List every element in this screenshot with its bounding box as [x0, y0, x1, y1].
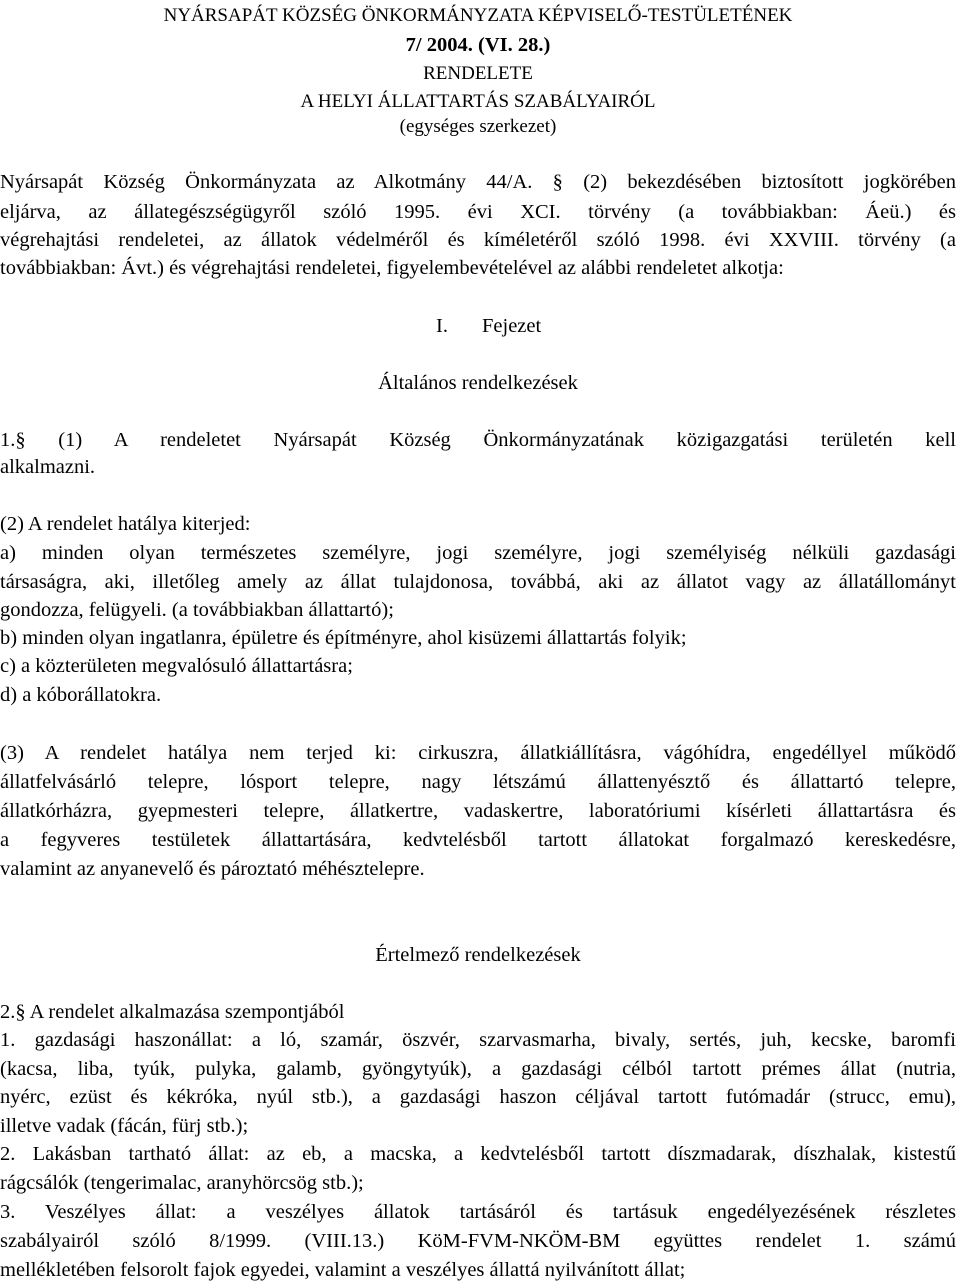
- paragraph-line: mellékletében felsorolt fajok egyedei, valamint a veszélyes állattá nyilvánított állat;: [0, 1259, 686, 1281]
- paragraph-line: (3) A rendelet hatálya nem terjed ki: cirkuszra, állatkiállításra, vágóhídra, engedéllyel működő: [0, 742, 956, 764]
- preamble-line: végrehajtási rendeletei, az állatok védelméről és kíméletéről szóló 1998. évi XXVIII. törvény (a: [0, 229, 956, 251]
- paragraph-line: valamint az anyanevelő és pároztató méhésztelepre.: [0, 858, 425, 880]
- paragraph-line: c) a közterületen megvalósuló állattartásra;: [0, 655, 353, 677]
- paragraph-line: d) a kóborállatokra.: [0, 684, 162, 706]
- paragraph-line: (2) A rendelet hatálya kiterjed:: [0, 513, 251, 535]
- paragraph-line: állatkórházra, gyepmesteri telepre, állatkertre, vadaskertre, laboratóriumi kísérleti állattartásra és: [0, 800, 956, 822]
- header-rendelete: RENDELETE: [423, 63, 533, 84]
- paragraph-line: b) minden olyan ingatlanra, épületre és építményre, ahol kisüzemi állattartás folyik;: [0, 627, 687, 649]
- paragraph-line: szabályairól szóló 8/1999. (VIII.13.) KöM-FVM-NKÖM-BM együttes rendelet 1. számú: [0, 1230, 956, 1252]
- paragraph-line: illetve vadak (fácán, fürj stb.);: [0, 1115, 249, 1137]
- paragraph-line: a fegyveres testületek állattartására, kedvtelésből tartott állatokat forgalmazó kereskedésre,: [0, 829, 956, 851]
- paragraph-line: társaságra, aki, illetőleg amely az állat tulajdonosa, továbbá, aki az állatot vagy az állatállományt: [0, 571, 956, 593]
- paragraph-line: 1. gazdasági haszonállat: a ló, szamár, öszvér, szarvasmarha, bivaly, sertés, juh, kecske, baromfi: [0, 1029, 956, 1051]
- chapter-title: Általános rendelkezések: [378, 372, 578, 394]
- chapter-word: Fejezet: [482, 315, 542, 337]
- paragraph-line: 1.§ (1) A rendeletet Nyársapát Község Önkormányzatának közigazgatási területén kell: [0, 429, 956, 451]
- paragraph-line: (kacsa, liba, tyúk, pulyka, galamb, gyöngytyúk), a gazdasági célból tartott prémes állat (nutria,: [0, 1058, 956, 1080]
- paragraph-line: 2. Lakásban tartható állat: az eb, a macska, a kedvtelésből tartott díszmadarak, díszhalak, kistestű: [0, 1143, 956, 1165]
- preamble-line: Nyársapát Község Önkormányzata az Alkotmány 44/A. § (2) bekezdésében biztosított jogkörében: [0, 171, 956, 193]
- paragraph-line: a) minden olyan természetes személyre, jogi személyre, jogi személyiség nélküli gazdasági: [0, 542, 956, 564]
- paragraph-line: rágcsálók (tengerimalac, aranyhörcsög stb.);: [0, 1172, 364, 1194]
- paragraph-line: 3. Veszélyes állat: a veszélyes állatok tartásáról és tartásuk engedélyezésének részletes: [0, 1201, 956, 1223]
- preamble-line: továbbiakban: Ávt.) és végrehajtási rendeletei, figyelembevételével az alábbi rendeletet alkotja:: [0, 257, 784, 279]
- paragraph-line: alkalmazni.: [0, 456, 96, 478]
- paragraph-line: 2.§ A rendelet alkalmazása szempontjából: [0, 1001, 345, 1023]
- header-title: A HELYI ÁLLATTARTÁS SZABÁLYAIRÓL: [300, 91, 656, 112]
- chapter-number: I.: [436, 315, 448, 337]
- paragraph-line: gondozza, felügyeli. (a továbbiakban állattartó);: [0, 599, 394, 621]
- header-authority: NYÁRSAPÁT KÖZSÉG ÖNKORMÁNYZATA KÉPVISELŐ-TESTÜLETÉNEK: [163, 5, 793, 26]
- header-subtitle: (egységes szerkezet): [399, 116, 557, 137]
- paragraph-line: nyérc, ezüst és kékróka, nyúl stb.), a gazdasági haszon céljával tartott futómadár (strucc, emu),: [0, 1086, 956, 1108]
- header-decree-number: 7/ 2004. (VI. 28.): [405, 34, 551, 56]
- paragraph-line: állatfelvásárló telepre, lósport telepre, nagy létszámú állattenyésztő és állattartó telepre,: [0, 771, 956, 793]
- preamble-line: eljárva, az állategészségügyről szóló 1995. évi XCI. törvény (a továbbiakban: Áeü.) és: [0, 201, 956, 223]
- section-title: Értelmező rendelkezések: [375, 944, 581, 966]
